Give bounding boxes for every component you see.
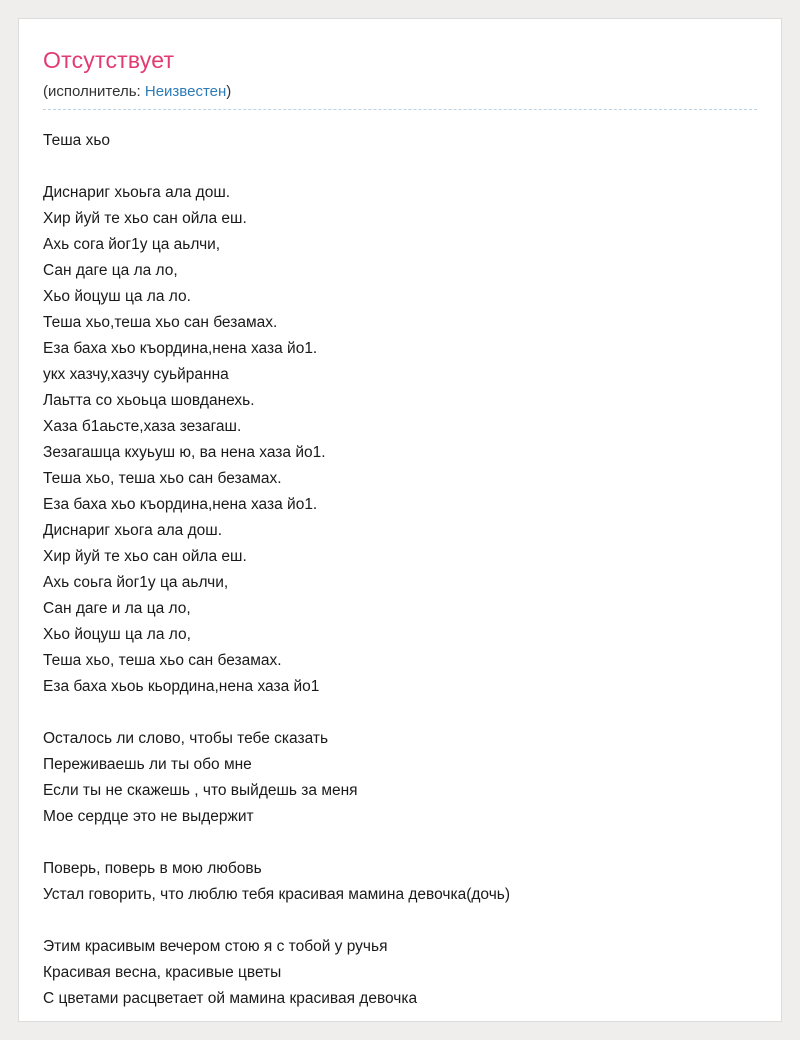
lyric-line: Хир йуй те хьо сан ойла еш.	[43, 547, 247, 565]
lyrics-page	[18, 18, 782, 1022]
artist-line	[43, 83, 757, 110]
lyric-line: Теша хьо, теша хьо сан безамах.	[43, 469, 282, 487]
lyric-line: Диснариг хьоьга ала дош.	[43, 183, 231, 201]
lyric-line: Осталось ли слово, чтобы тебе сказать	[43, 729, 329, 747]
lyric-line: Диснариг хьога ала дош.	[43, 521, 223, 539]
lyrics-block	[43, 856, 757, 908]
lyric-line: Еза баха хьоь кьордина,нена хаза йо1	[43, 677, 320, 695]
lyric-line: Теша хьо,теша хьо сан безамах.	[43, 313, 278, 331]
lyric-line: Лаьтта со хьоьца шовданехь.	[43, 391, 255, 409]
lyric-line: Сан даге ца ла ло,	[43, 261, 178, 279]
lyric-line: Поверь, поверь в мою любовь	[43, 859, 262, 877]
lyric-line: Если ты не скажешь , что выйдешь за меня	[43, 781, 358, 799]
lyric-line: Этим красивым вечером стою я с тобой у ручья	[43, 937, 388, 955]
lyric-line: Красивая весна, красивые цветы	[43, 963, 282, 981]
lyrics-block	[43, 180, 757, 700]
lyric-line: Переживаешь ли ты обо мне	[43, 755, 252, 773]
lyrics-block	[43, 128, 757, 154]
lyric-line: Сан даге и ла ца ло,	[43, 599, 191, 617]
lyric-line: Еза баха хьо къордина,нена хаза йо1.	[43, 339, 318, 357]
lyric-line: Хьо йоцуш ца ла ло,	[43, 625, 191, 643]
lyric-line: Зезагашца кхуьуш ю, ва нена хаза йо1.	[43, 443, 326, 461]
lyric-line: Ахь соьга йог1у ца аьлчи,	[43, 573, 229, 591]
artist-suffix-label: )	[226, 82, 232, 100]
lyric-line: Теша хьо	[43, 131, 111, 149]
artist-prefix-label: (исполнитель:	[43, 82, 145, 100]
artist-link[interactable]: Неизвестен	[144, 82, 227, 100]
lyric-line: Хаза б1аьсте,хаза зезагаш.	[43, 417, 242, 435]
lyric-line: укх хазчу,хазчу суьйранна	[43, 365, 229, 383]
lyric-line: Теша хьо, теша хьо сан безамах.	[43, 651, 282, 669]
lyric-line: Еза баха хьо къордина,нена хаза йо1.	[43, 495, 318, 513]
lyric-line: Ахь сога йог1у ца аьлчи,	[43, 235, 221, 253]
lyric-line: С цветами расцветает ой мамина красивая девочка	[43, 989, 418, 1007]
lyrics-body	[43, 128, 757, 1012]
lyric-line: Хир йуй те хьо сан ойла еш.	[43, 209, 247, 227]
lyrics-block	[43, 934, 757, 1012]
lyric-line: Хьо йоцуш ца ла ло.	[43, 287, 191, 305]
lyrics-block	[43, 726, 757, 830]
page-content	[19, 19, 781, 1012]
page-title: Отсутствует	[43, 47, 175, 73]
lyric-line: Устал говорить, что люблю тебя красивая мамина девочка(дочь)	[43, 885, 511, 903]
lyric-line: Мое сердце это не выдержит	[43, 807, 254, 825]
